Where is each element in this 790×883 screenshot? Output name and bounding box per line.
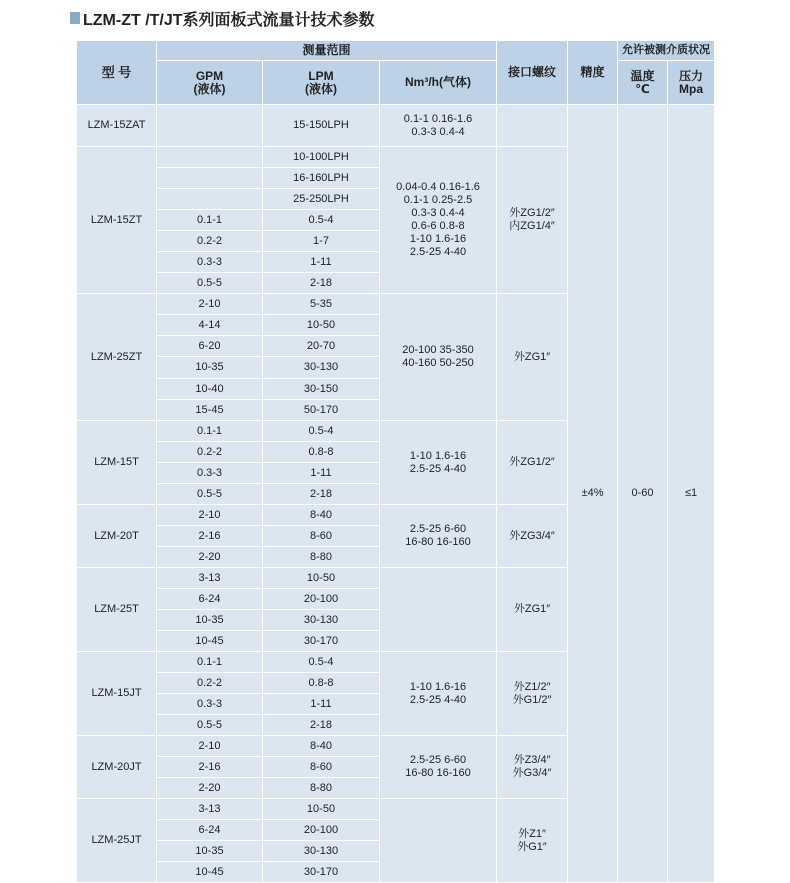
header-pressure-unit: Mpa — [679, 81, 704, 96]
gpm-cell — [157, 189, 263, 210]
thread-line: 内ZG1/4″ — [509, 220, 555, 232]
gpm-cell: 6-24 — [157, 589, 263, 610]
gas-line: 2.5-25 6-60 — [409, 754, 467, 766]
gpm-cell: 0.2-2 — [157, 673, 263, 694]
gpm-cell: 0.1-1 — [157, 652, 263, 673]
header-temp — [618, 61, 668, 105]
gas-line: 0.6-6 0.8-8 — [411, 220, 465, 232]
thread-cell — [497, 568, 568, 652]
gpm-cell: 6-20 — [157, 336, 263, 357]
model-cell: LZM-25T — [77, 568, 157, 652]
header-nm3: Nm³/h(气体) — [380, 61, 497, 105]
gpm-cell: 10-40 — [157, 379, 263, 400]
lpm-cell: 15-150LPH — [263, 105, 380, 147]
gas-line: 0.1-1 0.16-1.6 — [403, 112, 473, 125]
thread-line: 外ZG1/2″ — [509, 456, 555, 468]
model-cell: LZM-25ZT — [77, 294, 157, 421]
header-lpm — [263, 61, 380, 105]
header-lpm-label: LPM — [308, 68, 334, 83]
lpm-cell: 2-18 — [263, 484, 380, 505]
lpm-cell: 1-11 — [263, 252, 380, 273]
table-row — [77, 105, 715, 147]
thread-cell — [497, 147, 568, 294]
gas-range-cell — [380, 799, 497, 883]
lpm-cell: 5-35 — [263, 294, 380, 315]
accuracy-cell: ±4% — [568, 105, 618, 883]
header-medium-group: 允许被测介质状况 — [618, 41, 715, 61]
gas-line: 1-10 1.6-16 — [409, 449, 467, 462]
header-temp-label: 温度 — [630, 68, 655, 83]
gas-range-cell — [380, 421, 497, 505]
lpm-cell: 0.8-8 — [263, 673, 380, 694]
gpm-cell: 0.2-2 — [157, 231, 263, 252]
lpm-cell: 10-100LPH — [263, 147, 380, 168]
lpm-cell: 1-11 — [263, 694, 380, 715]
lpm-cell: 30-150 — [263, 379, 380, 400]
gpm-cell: 2-16 — [157, 526, 263, 547]
gas-line: 1-10 1.6-16 — [409, 680, 467, 693]
gas-range-cell — [380, 294, 497, 421]
model-cell: LZM-15T — [77, 421, 157, 505]
lpm-cell: 20-100 — [263, 820, 380, 841]
lpm-cell: 10-50 — [263, 315, 380, 336]
gpm-cell: 2-20 — [157, 778, 263, 799]
gpm-cell — [157, 168, 263, 189]
header-gpm-sub: (液体) — [193, 81, 226, 96]
lpm-cell: 10-50 — [263, 799, 380, 820]
gpm-cell: 0.3-3 — [157, 252, 263, 273]
lpm-cell: 0.8-8 — [263, 442, 380, 463]
thread-line: 外ZG1/2″ — [509, 207, 555, 219]
thread-line: 外G1/2″ — [512, 693, 552, 706]
gpm-cell: 2-10 — [157, 294, 263, 315]
thread-line: 外Z1/2″ — [513, 680, 551, 693]
lpm-cell: 8-60 — [263, 526, 380, 547]
table-header — [77, 41, 715, 105]
model-cell: LZM-20JT — [77, 736, 157, 799]
gas-range-cell — [380, 505, 497, 568]
gas-line: 0.1-1 0.25-2.5 — [403, 194, 473, 206]
gas-range-cell — [380, 736, 497, 799]
gpm-cell — [157, 105, 263, 147]
gas-line: 0.04-0.4 0.16-1.6 — [396, 181, 480, 193]
gas-range-cell — [380, 652, 497, 736]
gpm-cell — [157, 147, 263, 168]
lpm-cell: 16-160LPH — [263, 168, 380, 189]
gas-line: 16-80 16-160 — [405, 767, 471, 779]
gpm-cell: 0.5-5 — [157, 715, 263, 736]
thread-line: 外Z3/4″ — [513, 754, 551, 766]
thread-cell — [497, 505, 568, 568]
lpm-cell: 0.5-4 — [263, 210, 380, 231]
gpm-cell: 2-10 — [157, 505, 263, 526]
thread-cell — [497, 652, 568, 736]
header-pressure-label: 压力 — [679, 68, 704, 83]
gpm-cell: 10-45 — [157, 862, 263, 883]
lpm-cell: 30-130 — [263, 610, 380, 631]
gpm-cell: 3-13 — [157, 568, 263, 589]
thread-cell — [497, 105, 568, 147]
pressure-cell: ≤1 — [668, 105, 715, 883]
lpm-cell: 8-80 — [263, 778, 380, 799]
gas-line: 2.5-25 4-40 — [409, 246, 467, 258]
header-range-group: 测量范围 — [157, 41, 497, 61]
thread-cell — [497, 799, 568, 883]
model-cell: LZM-15ZAT — [77, 105, 157, 147]
thread-line: 外ZG1″ — [513, 350, 551, 363]
gpm-cell: 15-45 — [157, 400, 263, 421]
lpm-cell: 30-170 — [263, 631, 380, 652]
header-thread: 接口螺纹 — [497, 41, 568, 105]
lpm-cell: 8-40 — [263, 505, 380, 526]
lpm-cell: 2-18 — [263, 273, 380, 294]
gpm-cell: 2-10 — [157, 736, 263, 757]
gpm-cell: 0.3-3 — [157, 694, 263, 715]
title-text: LZM-ZT /T/JT系列面板式流量计技术参数 — [83, 11, 375, 29]
gas-line: 0.3-3 0.4-4 — [411, 207, 465, 219]
gas-line: 2.5-25 6-60 — [409, 523, 467, 535]
lpm-cell: 2-18 — [263, 715, 380, 736]
gpm-cell: 2-20 — [157, 547, 263, 568]
gpm-cell: 0.5-5 — [157, 273, 263, 294]
lpm-cell: 8-60 — [263, 757, 380, 778]
header-model: 型 号 — [77, 41, 157, 105]
header-accuracy: 精度 — [568, 41, 618, 105]
lpm-cell: 8-80 — [263, 547, 380, 568]
gas-line: 2.5-25 4-40 — [409, 693, 467, 706]
temp-cell: 0-60 — [618, 105, 668, 883]
thread-cell — [497, 421, 568, 505]
gpm-cell: 10-45 — [157, 631, 263, 652]
gpm-cell: 10-35 — [157, 841, 263, 862]
lpm-cell: 1-11 — [263, 463, 380, 484]
lpm-cell: 0.5-4 — [263, 421, 380, 442]
model-cell: LZM-25JT — [77, 799, 157, 883]
gas-line: 1-10 1.6-16 — [409, 233, 467, 245]
lpm-cell: 30-130 — [263, 841, 380, 862]
lpm-cell: 20-70 — [263, 336, 380, 357]
model-cell: LZM-15ZT — [77, 147, 157, 294]
gas-line: 16-80 16-160 — [405, 536, 471, 548]
header-gpm-label: GPM — [195, 68, 224, 83]
gas-line: 20-100 35-350 — [402, 344, 474, 356]
lpm-cell: 25-250LPH — [263, 189, 380, 210]
gas-range-cell — [380, 147, 497, 294]
lpm-cell: 50-170 — [263, 400, 380, 421]
gpm-cell: 3-13 — [157, 799, 263, 820]
header-temp-unit: ℃ — [635, 81, 650, 96]
header-lpm-sub: (液体) — [305, 81, 337, 96]
lpm-cell: 1-7 — [263, 231, 380, 252]
gpm-cell: 6-24 — [157, 820, 263, 841]
gas-range-cell — [380, 568, 497, 652]
gas-line: 2.5-25 4-40 — [409, 462, 467, 475]
spec-table — [76, 40, 715, 883]
lpm-cell: 0.5-4 — [263, 652, 380, 673]
gpm-cell: 10-35 — [157, 610, 263, 631]
header-gpm — [157, 61, 263, 105]
page-title — [70, 6, 375, 30]
gpm-cell: 0.2-2 — [157, 442, 263, 463]
model-cell: LZM-15JT — [77, 652, 157, 736]
thread-line: 外ZG3/4″ — [509, 529, 555, 542]
lpm-cell: 20-100 — [263, 589, 380, 610]
gpm-cell: 0.1-1 — [157, 210, 263, 231]
thread-cell — [497, 736, 568, 799]
gpm-cell: 0.1-1 — [157, 421, 263, 442]
gpm-cell: 2-16 — [157, 757, 263, 778]
gas-range-cell — [380, 105, 497, 147]
header-pressure — [668, 61, 715, 105]
gpm-cell: 0.3-3 — [157, 463, 263, 484]
gpm-cell: 10-35 — [157, 357, 263, 379]
thread-line: 外G1″ — [517, 840, 547, 853]
gas-line: 0.3-3 0.4-4 — [411, 125, 465, 138]
gpm-cell: 4-14 — [157, 315, 263, 336]
lpm-cell: 8-40 — [263, 736, 380, 757]
thread-line: 外ZG1″ — [513, 603, 551, 615]
lpm-cell: 30-170 — [263, 862, 380, 883]
title-square-icon — [70, 12, 80, 24]
table-body — [77, 105, 715, 883]
thread-line: 外Z1″ — [518, 827, 546, 840]
gpm-cell: 0.5-5 — [157, 484, 263, 505]
gas-line: 40-160 50-250 — [402, 357, 474, 369]
lpm-cell: 30-130 — [263, 357, 380, 379]
thread-line: 外G3/4″ — [512, 767, 552, 779]
thread-cell — [497, 294, 568, 421]
model-cell: LZM-20T — [77, 505, 157, 568]
lpm-cell: 10-50 — [263, 568, 380, 589]
